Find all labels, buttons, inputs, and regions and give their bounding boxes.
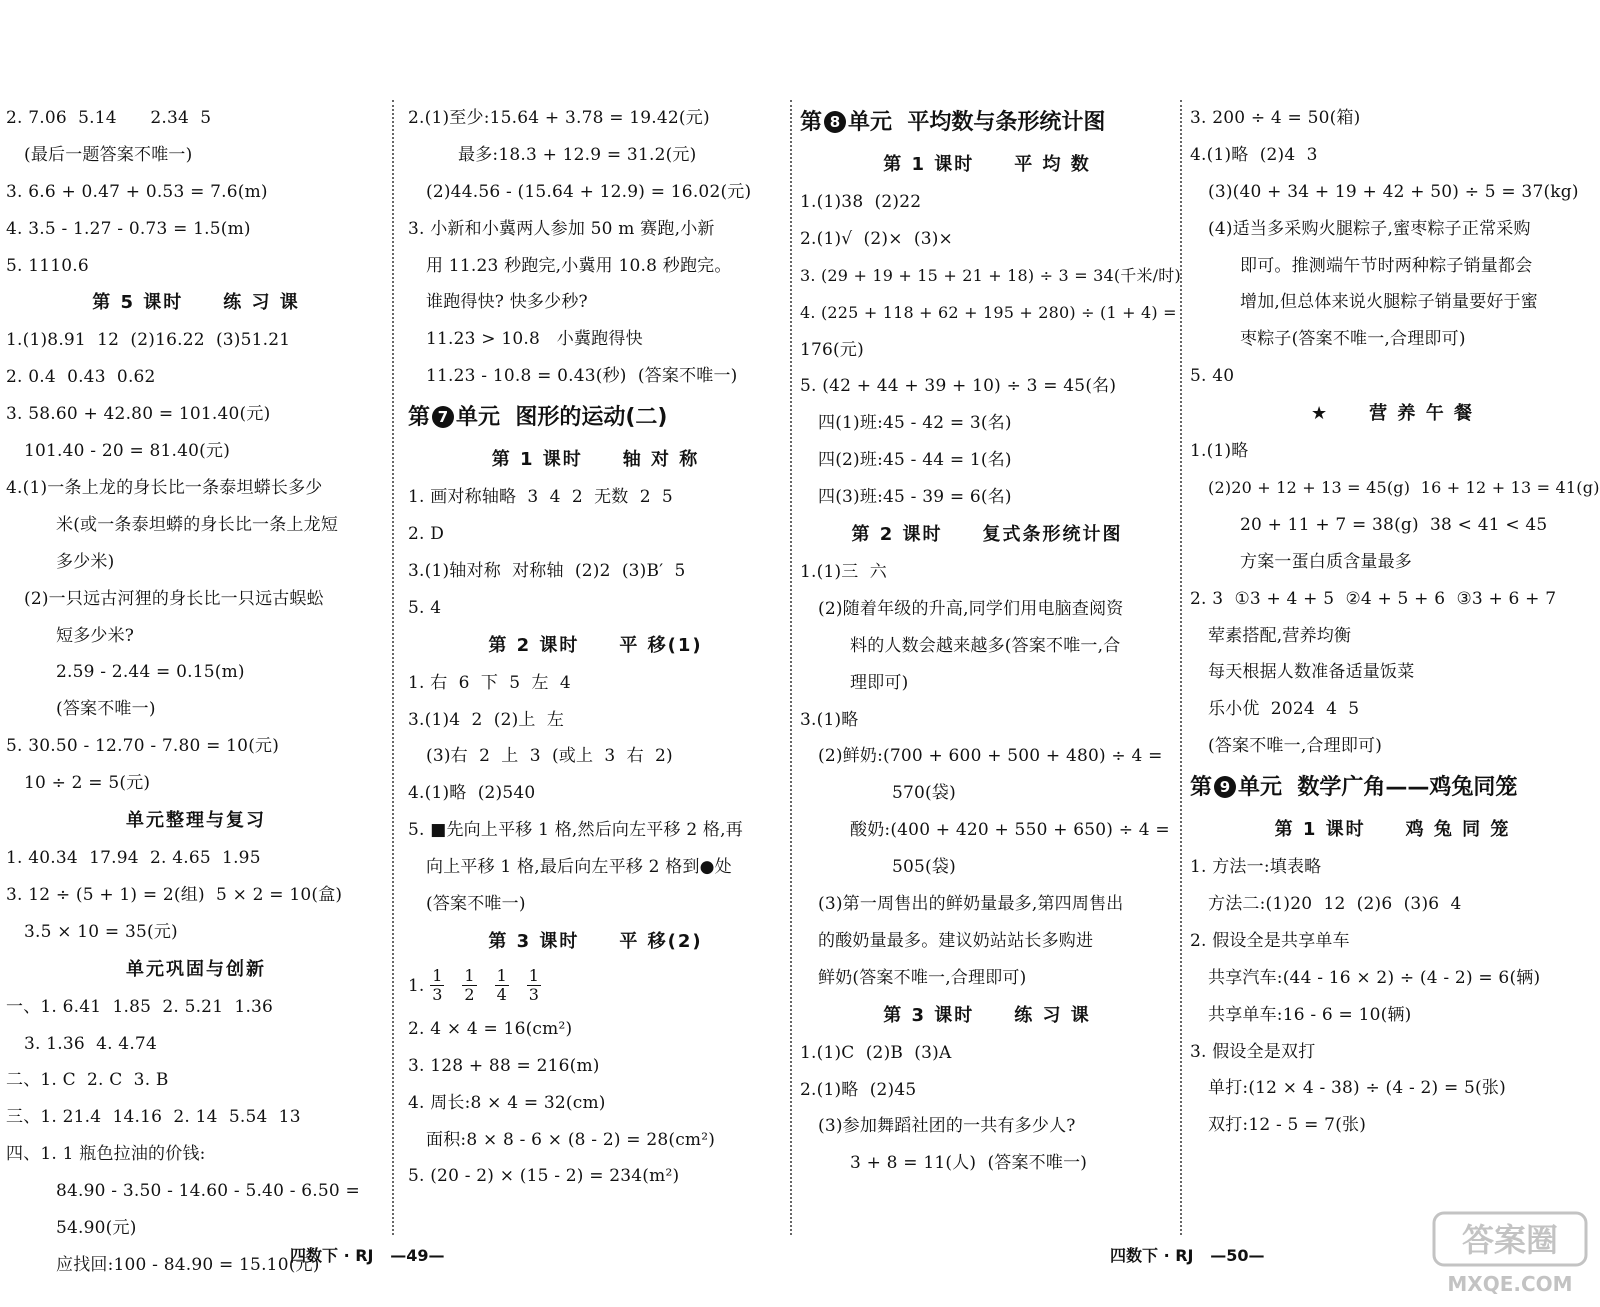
answer-line: (3)第一周售出的鲜奶量最多,第四周售出 xyxy=(818,894,1124,915)
lesson-heading: 第 1 课时 鸡 兔 同 笼 xyxy=(1274,819,1511,841)
answer-line: 料的人数会越来越多(答案不唯一,合 xyxy=(850,635,1121,656)
answer-line: 1. 画对称轴略 3 4 2 无数 2 5 xyxy=(408,487,673,508)
answer-line: (2)随着年级的升高,同学们用电脑查阅资 xyxy=(818,598,1124,619)
answer-line: 4.(1)一条上龙的身长比一条泰坦蟒长多少 xyxy=(6,478,323,499)
answer-line: 11.23 > 10.8 小冀跑得快 xyxy=(426,329,643,350)
answer-line: 共享汽车:(44 - 16 × 2) ÷ (4 - 2) = 6(辆) xyxy=(1208,967,1541,988)
answer-line: 三、1. 21.4 14.16 2. 14 5.54 13 xyxy=(6,1107,301,1128)
answer-column-4 xyxy=(1190,100,1600,1220)
answer-line: 5. 30.50 - 12.70 - 7.80 = 10(元) xyxy=(6,736,280,757)
answer-line: (3)右 2 上 3 (或上 3 右 2) xyxy=(426,746,673,767)
answer-line: 即可。推测端午节时两种粽子销量都会 xyxy=(1240,255,1533,276)
answer-line: (2)鲜奶:(700 + 600 + 500 + 480) ÷ 4 = xyxy=(818,746,1163,767)
unit-number-badge: 9 xyxy=(1214,776,1236,798)
lesson-heading: 第 2 课时 复式条形统计图 xyxy=(851,524,1123,546)
answer-line: 20 + 11 + 7 = 38(g) 38 < 41 < 45 xyxy=(1240,514,1548,535)
watermark-logo xyxy=(1430,1209,1590,1299)
answer-line: 5. 4 xyxy=(408,597,442,618)
answer-line: 84.90 - 3.50 - 14.60 - 5.40 - 6.50 = xyxy=(56,1181,360,1202)
column-divider-2 xyxy=(790,100,792,1235)
answer-column-3 xyxy=(800,100,1181,1220)
answer-line: 4. 周长:8 × 4 = 32(cm) xyxy=(408,1092,606,1113)
answer-line: 1.(1)38 (2)22 xyxy=(800,192,922,212)
answer-line: 单打:(12 × 4 - 38) ÷ (4 - 2) = 5(张) xyxy=(1208,1078,1506,1099)
answer-line: 3. 128 + 88 = 216(m) xyxy=(408,1055,600,1076)
lesson-heading: 第 1 课时 轴 对 称 xyxy=(491,449,700,471)
answer-line: 鲜奶(答案不唯一,合理即可) xyxy=(818,967,1027,988)
page-footer-left: 四数下 · RJ —49— xyxy=(290,1246,445,1265)
fraction: $\frac{1}{4}$ xyxy=(496,966,507,1005)
unit-title-7: 第 7 单元 图形的运动(二) xyxy=(408,405,668,431)
lesson-heading: 第 2 课时 平 移(1) xyxy=(488,634,703,656)
answer-line: 1.(1)8.91 12 (2)16.22 (3)51.21 xyxy=(6,330,291,351)
answer-line: 11.23 - 10.8 = 0.43(秒) (答案不唯一) xyxy=(426,366,738,387)
answer-line: 理即可) xyxy=(850,672,909,693)
unit-title-9: 第 9 单元 数学广角——鸡兔同笼 xyxy=(1190,775,1518,801)
unit-number-badge: 8 xyxy=(824,111,846,133)
answer-line: (最后一题答案不唯一) xyxy=(24,144,193,165)
answer-line: 4. 3.5 - 1.27 - 0.73 = 1.5(m) xyxy=(6,218,251,239)
answer-line: 2. D xyxy=(408,524,445,545)
answer-line: 3. 6.6 + 0.47 + 0.53 = 7.6(m) xyxy=(6,181,268,202)
answer-line: 谁跑得快? 快多少秒? xyxy=(426,292,588,313)
answer-line: (4)适当多采购火腿粽子,蜜枣粽子正常采购 xyxy=(1208,218,1531,239)
answer-line: (2)一只远古河狸的身长比一只远古蜈蚣 xyxy=(24,588,324,609)
answer-line: 3 + 8 = 11(人) (答案不唯一) xyxy=(850,1153,1088,1174)
answer-line: (答案不唯一,合理即可) xyxy=(1208,736,1383,757)
lesson-heading: 第 1 课时 平 均 数 xyxy=(883,154,1091,175)
answer-line: 增加,但总体来说火腿粽子销量要好于蜜 xyxy=(1240,292,1539,313)
star-icon: ★ xyxy=(1311,403,1330,425)
answer-line: 短多少米? xyxy=(56,625,135,646)
answer-line: 2. 0.4 0.43 0.62 xyxy=(6,367,156,388)
answer-line: 3. 假设全是双打 xyxy=(1190,1041,1316,1062)
unit-title-8: 第 8 单元 平均数与条形统计图 xyxy=(800,110,1106,135)
answer-line: 荤素搭配,营养均衡 xyxy=(1208,625,1352,646)
section-heading: 单元巩固与创新 xyxy=(126,958,266,980)
unit-number-badge: 7 xyxy=(432,406,454,428)
answer-line: 101.40 - 20 = 81.40(元) xyxy=(24,441,231,462)
answer-line: 5. (20 - 2) × (15 - 2) = 234(m²) xyxy=(408,1166,680,1187)
answer-line: 乐小优 2024 4 5 xyxy=(1208,699,1360,720)
answer-line: 4.(1)略 (2)540 xyxy=(408,783,536,804)
answer-line: 的酸奶量最多。建议奶站站长多购进 xyxy=(818,930,1094,951)
answer-line: 方案一蛋白质含量最多 xyxy=(1240,551,1412,572)
answer-line: 2. 4 × 4 = 16(cm²) xyxy=(408,1018,573,1039)
answer-line: 共享单车:16 - 6 = 10(辆) xyxy=(1208,1004,1412,1025)
answer-line: (3)参加舞蹈社团的一共有多少人? xyxy=(818,1116,1076,1137)
answer-line: 570(袋) xyxy=(892,783,956,804)
answer-line: 每天根据人数准备适量饭菜 xyxy=(1208,662,1415,683)
answer-line: 枣粽子(答案不唯一,合理即可) xyxy=(1240,329,1466,350)
section-heading: ★ 营 养 午 餐 xyxy=(1311,403,1474,425)
answer-line: 四(3)班:45 - 39 = 6(名) xyxy=(818,487,1012,508)
answer-line: 5. 1110.6 xyxy=(6,255,89,276)
answer-line: 四、1. 1 瓶色拉油的价钱: xyxy=(6,1144,206,1165)
answer-line: 1.(1)略 xyxy=(1190,441,1249,462)
watermark-text: 答案圈 xyxy=(1461,1221,1559,1259)
answer-line: 3. 200 ÷ 4 = 50(箱) xyxy=(1190,108,1361,128)
answer-line: (答案不唯一) xyxy=(56,699,156,720)
answer-line: 面积:8 × 8 - 6 × (8 - 2) = 28(cm²) xyxy=(426,1129,716,1150)
answer-line: 3. (29 + 19 + 15 + 21 + 18) ÷ 3 = 34(千米/时) xyxy=(800,265,1181,285)
answer-line: 3.(1)略 xyxy=(800,709,859,730)
answer-line: 一、1. 6.41 1.85 2. 5.21 1.36 xyxy=(6,996,274,1017)
answer-line: (答案不唯一) xyxy=(426,894,526,915)
lesson-heading: 第 3 课时 平 移(2) xyxy=(488,930,703,952)
answer-line: 1. 右 6 下 5 左 4 xyxy=(408,672,571,693)
answer-line: 1.(1)三 六 xyxy=(800,562,887,583)
answer-line: 505(袋) xyxy=(892,857,956,878)
answer-line: 1. 40.34 17.94 2. 4.65 1.95 xyxy=(6,848,261,869)
fraction: $\frac{1}{3}$ xyxy=(432,966,443,1005)
lesson-heading: 第 3 课时 练 习 课 xyxy=(883,1004,1091,1026)
fraction: $\frac{1}{2}$ xyxy=(464,966,475,1005)
answer-line: 3.5 × 10 = 35(元) xyxy=(24,921,178,942)
answer-line: 176(元) xyxy=(800,339,864,360)
answer-column-2 xyxy=(408,100,783,1220)
answer-line: 四(2)班:45 - 44 = 1(名) xyxy=(818,450,1012,471)
answer-line: 二、1. C 2. C 3. B xyxy=(6,1070,169,1091)
answer-line: 2.(1)√ (2)× (3)× xyxy=(800,228,953,249)
answer-line: 54.90(元) xyxy=(56,1218,137,1239)
fraction: $\frac{1}{3}$ xyxy=(528,966,539,1005)
answer-line: 双打:12 - 5 = 7(张) xyxy=(1208,1115,1367,1136)
page-footer-right: 四数下 · RJ —50— xyxy=(1110,1246,1265,1265)
watermark-url: MXQE.COM xyxy=(1447,1272,1573,1296)
section-heading: 单元整理与复习 xyxy=(126,810,266,832)
answer-line: (3)(40 + 34 + 19 + 42 + 50) ÷ 5 = 37(kg) xyxy=(1208,181,1579,202)
answer-line: 方法二:(1)20 12 (2)6 (3)6 4 xyxy=(1208,894,1462,915)
answer-line: 米(或一条泰坦蟒的身长比一条上龙短 xyxy=(56,514,339,535)
answer-line: 2.59 - 2.44 = 0.15(m) xyxy=(56,662,245,683)
answer-line: 四(1)班:45 - 42 = 3(名) xyxy=(818,413,1012,434)
answer-line: 1.(1)C (2)B (3)A xyxy=(800,1042,952,1063)
answer-line: 最多:18.3 + 12.9 = 31.2(元) xyxy=(458,144,697,165)
answer-line: 4. (225 + 118 + 62 + 195 + 280) ÷ (1 + 4) = xyxy=(800,302,1177,322)
answer-line: 2. 7.06 5.14 2.34 5 xyxy=(6,108,212,128)
answer-line: 用 11.23 秒跑完,小冀用 10.8 秒跑完。 xyxy=(426,255,732,276)
answer-line: 10 ÷ 2 = 5(元) xyxy=(24,773,151,794)
answer-line: 2.(1)略 (2)45 xyxy=(800,1079,917,1100)
answer-line: 2. 3 ①3 + 4 + 5 ②4 + 5 + 6 ③3 + 6 + 7 xyxy=(1190,588,1557,609)
answer-line: 5. ■先向上平移 1 格,然后向左平移 2 格,再 xyxy=(408,820,743,841)
answer-line: 应找回:100 - 84.90 = 15.10(元) xyxy=(56,1254,320,1275)
column-divider-1 xyxy=(392,100,394,1235)
answer-line: 5. (42 + 44 + 39 + 10) ÷ 3 = 45(名) xyxy=(800,376,1117,397)
answer-line: (2)20 + 12 + 13 = 45(g) 16 + 12 + 13 = 41(g) xyxy=(1208,478,1600,498)
answer-line: 3. 58.60 + 42.80 = 101.40(元) xyxy=(6,404,271,425)
answer-line: (2)44.56 - (15.64 + 12.9) = 16.02(元) xyxy=(426,181,752,202)
answer-line: 3.(1)轴对称 对称轴 (2)2 (3)B′ 5 xyxy=(408,560,686,581)
answer-line: 2. 假设全是共享单车 xyxy=(1190,930,1350,951)
answer-line: 3. 小新和小冀两人参加 50 m 赛跑,小新 xyxy=(408,218,715,239)
answer-line: 2.(1)至少:15.64 + 3.78 = 19.42(元) xyxy=(408,108,710,128)
answer-line: 1. 方法一:填表略 xyxy=(1190,857,1322,878)
answer-line: 4.(1)略 (2)4 3 xyxy=(1190,144,1318,165)
answer-line: 3.(1)4 2 (2)上 左 xyxy=(408,709,565,730)
answer-line: 5. 40 xyxy=(1190,366,1235,387)
answer-line: 3. 1.36 4. 4.74 xyxy=(24,1033,157,1054)
answer-line: 多少米) xyxy=(56,551,115,572)
lesson-heading: 第 5 课时 练 习 课 xyxy=(92,292,300,314)
fraction-answer-line: 1. $\frac{1}{3}$ $\frac{1}{2}$ $\frac{1}{4}$ $\frac{1}{3}$ xyxy=(408,966,539,1005)
answer-line: 酸奶:(400 + 420 + 550 + 650) ÷ 4 = xyxy=(850,820,1170,841)
answer-line: 向上平移 1 格,最后向左平移 2 格到●处 xyxy=(426,857,732,878)
answer-line: 3. 12 ÷ (5 + 1) = 2(组) 5 × 2 = 10(盒) xyxy=(6,884,343,905)
